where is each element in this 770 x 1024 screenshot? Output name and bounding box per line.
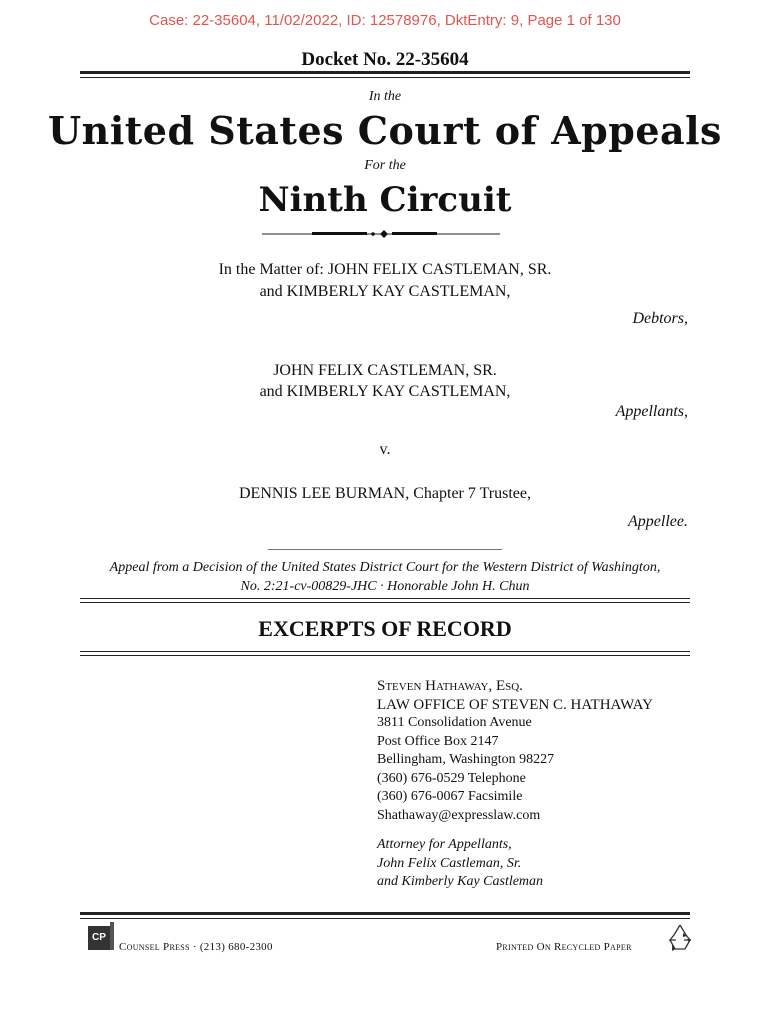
appellee-label: Appellee.	[628, 513, 688, 530]
counsel-address-2: Post Office Box 2147	[377, 733, 499, 749]
appellants-line-2: and KIMBERLY KAY CASTLEMAN,	[259, 383, 511, 400]
circuit-title: Ninth Circuit	[258, 180, 512, 220]
for-the-label: For the	[364, 158, 406, 173]
counsel-address-3: Bellingham, Washington 98227	[377, 752, 555, 767]
mid-divider-thin-a	[80, 598, 690, 599]
versus: v.	[379, 441, 391, 458]
mid-divider-thin-b	[80, 602, 690, 603]
footer-divider-thick	[80, 912, 690, 915]
counsel-address-1: 3811 Consolidation Avenue	[377, 715, 532, 730]
docket-number: Docket No. 22-35604	[301, 49, 469, 70]
recycled-paper-text: Printed On Recycled Paper	[496, 941, 632, 953]
ornament-divider	[262, 228, 500, 240]
counsel-role-3: and Kimberly Kay Castleman	[377, 874, 544, 889]
lower-divider-thin-b	[80, 655, 690, 656]
counsel-role-block	[377, 836, 543, 892]
appeal-line-1: Appeal from a Decision of the United States District Court for the Western District of Washington,	[109, 560, 661, 575]
counsel-email: Shathaway@expresslaw.com	[377, 807, 541, 823]
appellants-line-1: JOHN FELIX CASTLEMAN, SR.	[273, 362, 497, 379]
logo-letters: CP	[92, 932, 106, 943]
debtors-label: Debtors,	[632, 310, 688, 327]
counsel-block	[377, 677, 653, 825]
appeal-blank-line: _______________________________________	[268, 537, 502, 551]
counsel-name: Steven Hathaway, Esq.	[377, 678, 523, 694]
recycle-icon	[664, 922, 696, 952]
top-divider-thick	[80, 71, 690, 74]
counsel-firm: LAW OFFICE OF STEVEN C. HATHAWAY	[377, 696, 653, 713]
counsel-press-text: Counsel Press · (213) 680-2300	[119, 941, 273, 953]
in-the-label: In the	[368, 89, 402, 104]
lower-divider-thin-a	[80, 651, 690, 652]
counsel-phone: (360) 676-0529 Telephone	[377, 770, 526, 786]
counsel-press-logo	[88, 926, 110, 950]
excerpts-title: EXCERPTS OF RECORD	[258, 616, 512, 641]
court-title: United States Court of Appeals	[48, 108, 722, 153]
counsel-role-1: Attorney for Appellants,	[377, 837, 512, 852]
footer-divider-thin	[80, 918, 690, 919]
case-stamp: Case: 22-35604, 11/02/2022, ID: 12578976, DktEntry: 9, Page 1 of 130	[149, 12, 621, 29]
counsel-fax: (360) 676-0067 Facsimile	[377, 789, 523, 804]
matter-line-1: In the Matter of: JOHN FELIX CASTLEMAN, SR.	[218, 261, 552, 278]
counsel-role-2: John Felix Castleman, Sr.	[377, 855, 522, 871]
appeal-line-2: No. 2:21-cv-00829-JHC · Honorable John H. Chun	[240, 579, 530, 594]
matter-line-2: and KIMBERLY KAY CASTLEMAN,	[259, 283, 511, 300]
appellee-line-1: DENNIS LEE BURMAN, Chapter 7 Trustee,	[239, 485, 531, 502]
top-divider-thin	[80, 77, 690, 78]
appellants-label: Appellants,	[615, 403, 688, 420]
